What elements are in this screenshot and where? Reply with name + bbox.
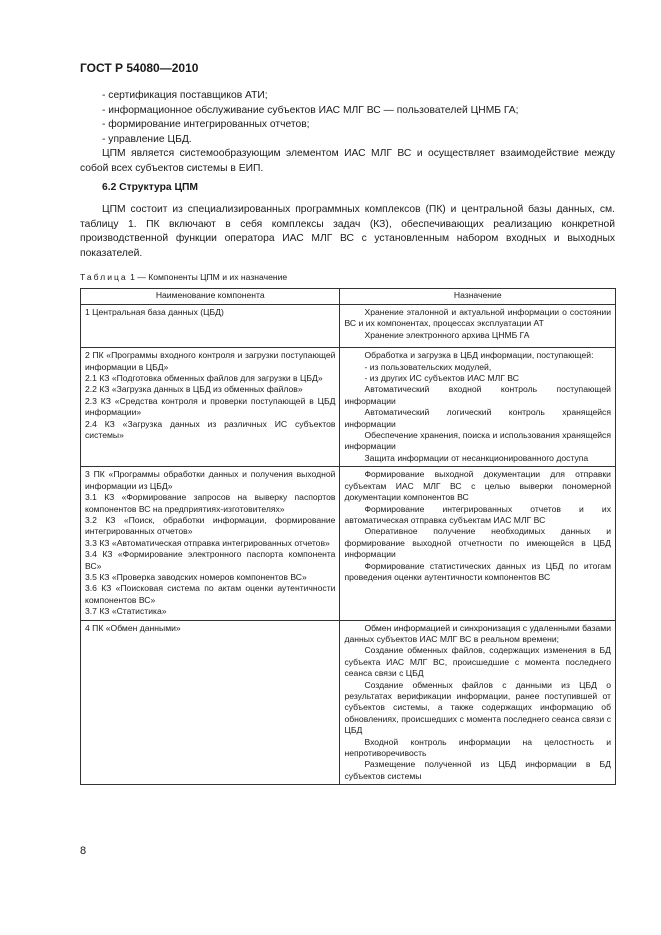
column-header-purpose: Назначение <box>340 289 616 305</box>
purpose-line: Хранение электронного архива ЦНМБ ГА <box>364 329 530 340</box>
component-line: 4 ПК «Обмен данными» <box>85 622 181 633</box>
component-line: 1 Центральная база данных (ЦБД) <box>85 307 224 317</box>
purpose-line: Формирование интегрированных отчетов и их автоматическая отправка субъектам ИАС МЛГ ВС <box>344 503 611 525</box>
list-item: - формирование интегрированных отчетов; <box>102 119 310 131</box>
component-line: 2.2 КЗ «Загрузка данных в ЦБД из обменных файлов» <box>85 384 303 395</box>
list-item: - управление ЦБД. <box>102 133 192 145</box>
component-line: 2 ПК «Программы входного контроля и загрузки поступающей информации в ЦБД» <box>85 350 336 372</box>
table-caption-prefix: Таблица <box>80 272 128 282</box>
purpose-line: Входной контроль информации на целостность и непротиворечивость <box>344 736 611 759</box>
component-line: 3.3 КЗ «Автоматическая отправка интегрированных отчетов» <box>85 537 330 548</box>
purpose-cell <box>340 467 616 620</box>
purpose-line: - из других ИС субъектов ИАС МЛГ ВС <box>364 373 519 384</box>
purpose-line: Размещение полученной из ЦБД информации в БД субъектов системы <box>344 759 611 781</box>
document-header: ГОСТ Р 54080—2010 <box>80 61 199 75</box>
purpose-line: Защита информации от несанкционированного доступа <box>364 452 589 463</box>
component-line: 2.3 КЗ «Средства контроля и проверки поступающей в ЦБД информации» <box>85 395 336 418</box>
page-number: 8 <box>80 845 87 857</box>
purpose-line: Оперативное получение необходимых данных и формирование выходной отчетности по имеющейся в ЦБД информации <box>344 526 611 560</box>
component-line: 3.2 КЗ «Поиск, обработки информации, формирование интегрированных отчетов» <box>85 514 336 537</box>
purpose-cell <box>340 305 616 348</box>
purpose-line: Автоматический входной контроль поступающей информации <box>344 384 611 406</box>
list-item: - сертификация поставщиков АТИ; <box>102 90 268 101</box>
purpose-line: Формирование статистических данных из ЦБД по итогам проведения оценки аутентичности компонентов ВС <box>344 560 611 582</box>
intro-block <box>80 89 615 177</box>
component-line: 3.7 КЗ «Статистика» <box>85 606 167 617</box>
purpose-line: Формирование выходной документации для отправки субъектам ИАС МЛГ ВС с целью выверки пономерной документации компонентов ВС <box>344 469 611 503</box>
component-cell <box>81 467 340 620</box>
purpose-cell <box>340 348 616 467</box>
purpose-line: Хранение эталонной и актуальной информации о состоянии ВС и их компонентах, процессах эксплуатации АТ <box>344 307 611 329</box>
purpose-line: Создание обменных файлов с данными из ЦБД о результатах верификации информации, ранее поступившей от субъектов системы, а также содержащих информацию об обновлениях, происшедших с момента последнего сеанса связи с ЦБД <box>344 679 611 736</box>
purpose-line: Обеспечение хранения, поиска и использования хранящейся информации <box>344 430 611 452</box>
intro-paragraph: ЦПМ является системообразующим элементом ИАС МЛГ ВС и осуществляет взаимодействие между собой всех субъектов системы в ЕИП. <box>80 148 615 174</box>
table-row <box>81 305 616 348</box>
component-line: 2.4 КЗ «Загрузка данных из различных ИС субъектов системы» <box>85 418 336 441</box>
component-line: 3.4 КЗ «Формирование электронного паспорта компонента ВС» <box>85 549 336 571</box>
purpose-line: Обработка и загрузка в ЦБД информации, поступающей: <box>364 350 594 361</box>
table-row <box>81 620 616 785</box>
table-row <box>81 348 616 467</box>
component-cell <box>81 305 340 348</box>
section-title: 6.2 Структура ЦПМ <box>102 182 198 193</box>
purpose-line: - из пользовательских модулей, <box>364 361 492 372</box>
component-line: 3.6 КЗ «Поисковая система по актам оценки аутентичности компонентов ВС» <box>85 583 336 605</box>
component-line: 3.5 КЗ «Проверка заводских номеров компонентов ВС» <box>85 571 307 582</box>
purpose-line: Обмен информацией и синхронизация с удаленными базами данных субъектов ИАС МЛГ ВС в реальном времени; <box>344 622 611 644</box>
list-item: - информационное обслуживание субъектов ИАС МЛГ ВС — пользователей ЦНМБ ГА; <box>102 104 519 116</box>
table-header-row <box>81 289 616 305</box>
component-line: 3 ПК «Программы обработки данных и получения выходной информации из ЦБД» <box>85 469 336 491</box>
component-line: 3.1 КЗ «Формирование запросов на выверку паспортов компонентов ВС на предприятиях-изготовителях» <box>85 492 336 514</box>
component-line: 2.1 КЗ «Подготовка обменных файлов для загрузки в ЦБД» <box>85 373 323 384</box>
table-row <box>81 467 616 620</box>
column-header-component: Наименование компонента <box>81 289 340 305</box>
purpose-cell <box>340 620 616 785</box>
components-table <box>80 288 616 785</box>
table-caption <box>80 272 287 282</box>
purpose-line: Создание обменных файлов, содержащих изменения в БД субъекта ИАС МЛГ ВС, происшедшие с момента последнего сеанса связи с ЦБД <box>344 645 611 679</box>
purpose-line: Автоматический логический контроль хранящейся информации <box>344 407 611 429</box>
table-caption-text: 1 — Компоненты ЦПМ и их назначение <box>130 272 288 282</box>
component-cell <box>81 620 340 785</box>
component-cell <box>81 348 340 467</box>
section-paragraph: ЦПМ состоит из специализированных программных комплексов (ПК) и центральной базы данных, см. таблицу 1. ПК включают в себя комплексы задач (КЗ), обеспечивающих реализацию конкретной производственной функции оператора ИАС МЛГ ВС с установленным набором входных и выходных показателей. <box>80 204 615 259</box>
